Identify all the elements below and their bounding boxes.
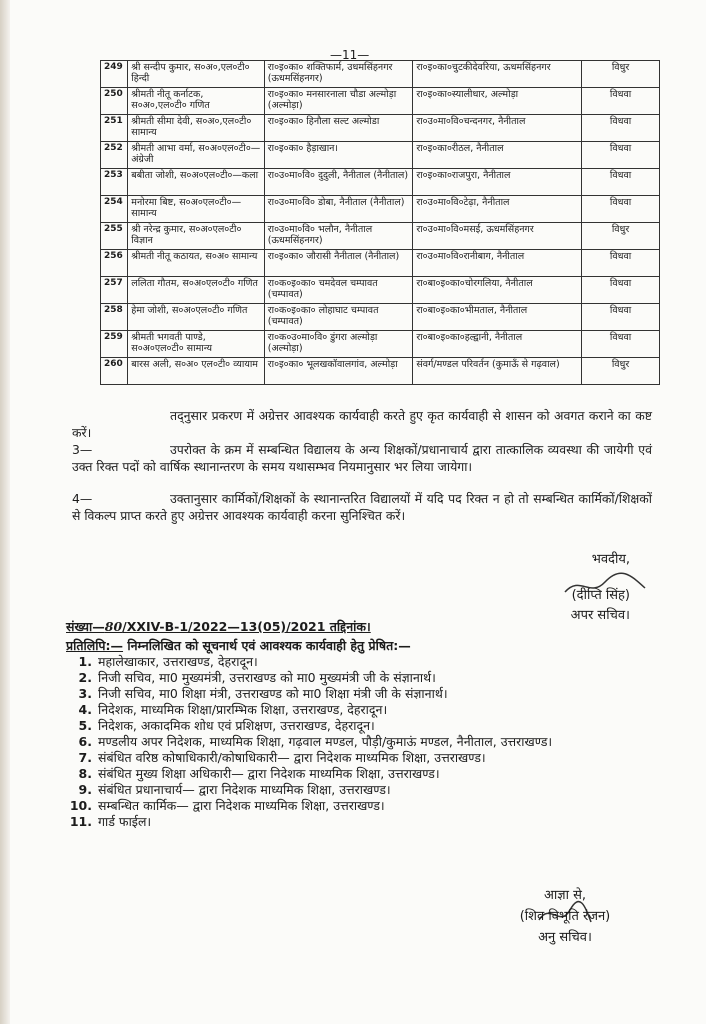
- transfer-table: [100, 60, 660, 385]
- from-school-cell: रा०उ०मा०वि० दुदुली, नैनीताल (नैनीताल): [264, 169, 413, 196]
- to-school-cell: रा०उ०मा०वि०चन्दनगर, नैनीताल: [413, 115, 582, 142]
- table-row: [101, 115, 660, 142]
- table-row: [101, 304, 660, 331]
- paragraph-3: [72, 441, 652, 475]
- page-number: —11—: [330, 48, 370, 62]
- to-school-cell: रा०इ०का०रीठल, नैनीताल: [413, 142, 582, 169]
- reference-prefix: संख्या—: [66, 619, 105, 634]
- list-item-number: 8.: [78, 766, 92, 781]
- paragraph-text: उक्तानुसार कार्मिकों/शिक्षकों के स्थानान्तरित विद्यालयों में यदि पद रिक्त न हो तो सम्बन्धित कार्मिकों/शिक्षकों से विकल्प प्राप्त करते हुए अग्रेत्तर आवश्यक कार्यवाही करना सुनिश्चित करें।: [72, 491, 652, 523]
- from-school-cell: रा०इ०का० जौरासी नैनीताल (नैनीताल): [264, 250, 413, 277]
- list-item: [66, 702, 666, 718]
- to-school-cell: रा०बा०इ०का०चोरगलिया, नैनीताल: [413, 277, 582, 304]
- from-school-cell: रा०इ०का० शक्तिफार्म, उधमसिंहनगर (ऊधमसिंहनगर): [264, 61, 413, 88]
- list-item: [66, 670, 666, 686]
- list-item-text: महालेखाकार, उत्तराखण्ड, देहरादून।: [98, 654, 258, 669]
- list-item-text: गार्ड फाईल।: [98, 814, 152, 829]
- name-cell: श्री नरेन्द्र कुमार, स०अ०एल०टी० विज्ञान: [128, 223, 264, 250]
- to-school-cell: रा०इ०का०राजपुरा, नैनीताल: [413, 169, 582, 196]
- name-cell: श्रीमती नीतू कठायत, स०अ० सामान्य: [128, 250, 264, 277]
- to-school-cell: रा०इ०का०स्यालीधार, अल्मोड़ा: [413, 88, 582, 115]
- status-cell: विधुर: [582, 358, 660, 385]
- recipient-list: [66, 654, 666, 830]
- name-cell: ललिता गौतम, स०अ०एल०टी० गणित: [128, 277, 264, 304]
- to-school-cell: रा०बा०इ०का०हल्द्वानी, नैनीताल: [413, 331, 582, 358]
- status-cell: विधवा: [582, 277, 660, 304]
- table-row: [101, 358, 660, 385]
- reference-line: [66, 618, 371, 635]
- name-cell: श्रीमती भगवती पाण्डे, स०अ०एल०टी० सामान्य: [128, 331, 264, 358]
- table-row: [101, 250, 660, 277]
- status-cell: विधवा: [582, 304, 660, 331]
- to-school-cell: रा०बा०इ०का०भीमताल, नैनीताल: [413, 304, 582, 331]
- table-row: [101, 223, 660, 250]
- status-cell: विधवा: [582, 88, 660, 115]
- copy-text: निम्नलिखित को सूचनार्थ एवं आवश्यक कार्यवाही हेतु प्रेषित:—: [123, 638, 411, 653]
- signatory-name: (शिव विभूति रंजन): [519, 909, 611, 924]
- list-item-text: संबंधित वरिष्ठ कोषाधिकारी/कोषाधिकारी— द्वारा निदेशक माध्यमिक शिक्षा, उत्तराखण्ड।: [98, 750, 486, 765]
- serial-cell: 252: [101, 142, 128, 169]
- status-cell: विधवा: [582, 196, 660, 223]
- signatory-designation: अपर सचिव।: [570, 608, 630, 623]
- to-school-cell: रा०इ०का०चुटकीदेवरिया, ऊधमसिंहनगर: [413, 61, 582, 88]
- name-cell: मनोरमा बिष्ट, स०अ०एल०टी०— सामान्य: [128, 196, 264, 223]
- status-cell: विधुर: [582, 223, 660, 250]
- list-item: [66, 734, 666, 750]
- from-school-cell: रा०उ०मा०वि० भलौन, नैनीताल (ऊधमसिंहनगर): [264, 223, 413, 250]
- list-item: [66, 750, 666, 766]
- signatory-name: (दीप्ति सिंह): [571, 588, 630, 603]
- from-school-cell: रा०क०इ०का० लोहाघाट चम्पावत (चम्पावत): [264, 304, 413, 331]
- list-item: [66, 814, 666, 830]
- serial-cell: 255: [101, 223, 128, 250]
- list-item-text: सम्बन्धित कार्मिक— द्वारा निदेशक माध्यमिक शिक्षा, उत्तराखण्ड।: [98, 798, 385, 813]
- reference-number: 80: [104, 619, 123, 634]
- name-cell: बारस अली, स०अ० एल०टी० व्यायाम: [128, 358, 264, 385]
- serial-cell: 249: [101, 61, 128, 88]
- status-cell: विधवा: [582, 250, 660, 277]
- list-item-number: 6.: [78, 734, 92, 749]
- list-item-number: 4.: [78, 702, 92, 717]
- signature-block-2: [490, 885, 640, 948]
- name-cell: बबीता जोशी, स०अ०एल०टी०—कला: [128, 169, 264, 196]
- name-cell: श्री सन्दीप कुमार, स०अ०,एल०टी० हिन्दी: [128, 61, 264, 88]
- serial-cell: 254: [101, 196, 128, 223]
- list-item-number: 1.: [78, 654, 92, 669]
- to-school-cell: रा०उ०मा०वि०रानीबाग, नैनीताल: [413, 250, 582, 277]
- copy-to-line: [66, 637, 411, 654]
- paragraph-4: [72, 490, 652, 524]
- table-row: [101, 331, 660, 358]
- serial-cell: 259: [101, 331, 128, 358]
- from-school-cell: रा०उ०मा०वि० डोबा, नैनीताल (नैनीताल): [264, 196, 413, 223]
- status-cell: विधवा: [582, 142, 660, 169]
- to-school-cell: रा०उ०मा०वि०मसई, ऊधमसिंहनगर: [413, 223, 582, 250]
- name-cell: श्रीमती नीतू कर्नाटक, स०अ०,एल०टी० गणित: [128, 88, 264, 115]
- list-item-text: निजी सचिव, मा0 मुख्यमंत्री, उत्तराखण्ड को मा0 मुख्यमंत्री जी के संज्ञानार्थ।: [98, 670, 436, 685]
- serial-cell: 251: [101, 115, 128, 142]
- paragraph-number: 3—: [72, 442, 93, 457]
- name-cell: श्रीमती आभा वर्मा, स०अ०एल०टी०— अंग्रेजी: [128, 142, 264, 169]
- list-item: [66, 766, 666, 782]
- from-school-cell: रा०इ०का० मनसारनाला चौडा अल्मोड़ा (अल्मोड़ा): [264, 88, 413, 115]
- serial-cell: 250: [101, 88, 128, 115]
- from-school-cell: रा०क०उ०मा०वि० डुंगरा अल्मोड़ा (अल्मोड़ा): [264, 331, 413, 358]
- list-item: [66, 718, 666, 734]
- serial-cell: 260: [101, 358, 128, 385]
- list-item-text: मण्डलीय अपर निदेशक, माध्यमिक शिक्षा, गढ़वाल मण्डल, पौड़ी/कुमाऊं मण्डल, नैनीताल, उत्तराखण्ड।: [98, 734, 553, 749]
- name-cell: हेमा जोशी, स०अ०एल०टी० गणित: [128, 304, 264, 331]
- paragraph-number: 4—: [72, 491, 93, 506]
- status-cell: विधुर: [582, 61, 660, 88]
- list-item-text: निदेशक, माध्यमिक शिक्षा/प्रारम्भिक शिक्षा, उत्तराखण्ड, देहरादून।: [98, 702, 388, 717]
- from-school-cell: रा०इ०का० भूलखकॉवालगांव, अल्मोड़ा: [264, 358, 413, 385]
- reference-rest: /XXIV-B-1/2022—13(05)/2021 तद्दिनांक।: [122, 619, 371, 634]
- signature-scribble-icon: [560, 570, 650, 600]
- table-row: [101, 277, 660, 304]
- table-row: [101, 169, 660, 196]
- list-item-number: 10.: [69, 798, 92, 813]
- signatory-designation: अनु सचिव।: [538, 930, 592, 945]
- list-item-text: निजी सचिव, मा0 शिक्षा मंत्री, उत्तराखण्ड को मा0 शिक्षा मंत्री जी के संज्ञानार्थ।: [98, 686, 448, 701]
- list-item-text: निदेशक, अकादमिक शोध एवं प्रशिक्षण, उत्तराखण्ड, देहरादून।: [98, 718, 375, 733]
- list-item-number: 7.: [78, 750, 92, 765]
- page-edge-shadow: [0, 0, 10, 1024]
- list-item-text: संबंधित मुख्य शिक्षा अधिकारी— द्वारा निदेशक माध्यमिक शिक्षा, उत्तराखण्ड।: [98, 766, 440, 781]
- list-item: [66, 782, 666, 798]
- list-item-number: 11.: [69, 814, 92, 829]
- table-row: [101, 142, 660, 169]
- list-item-number: 2.: [78, 670, 92, 685]
- to-school-cell: संवर्ग/मण्डल परिवर्तन (कुमाऊँ से गढ़वाल): [413, 358, 582, 385]
- closing-text: भवदीय,: [591, 552, 630, 567]
- list-item: [66, 686, 666, 702]
- list-item-number: 3.: [78, 686, 92, 701]
- from-school-cell: रा०क०इ०का० चमदेवल चम्पावत (चम्पावत): [264, 277, 413, 304]
- list-item-number: 5.: [78, 718, 92, 733]
- order-text: आज्ञा से,: [543, 888, 587, 903]
- status-cell: विधवा: [582, 115, 660, 142]
- serial-cell: 253: [101, 169, 128, 196]
- from-school-cell: रा०इ०का० हिनौला सल्ट अल्मोडा: [264, 115, 413, 142]
- status-cell: विधवा: [582, 169, 660, 196]
- list-item: [66, 798, 666, 814]
- paragraph-1: तद्नुसार प्रकरण में अग्रेत्तर आवश्यक कार्यवाही करते हुए कृत कार्यवाही से शासन को अवगत कराने का कष्ट करें।: [72, 408, 652, 440]
- paragraph-text: उपरोक्त के क्रम में सम्बन्धित विद्यालय के अन्य शिक्षकों/प्रधानाचार्य द्वारा तात्कालिक व्यवस्था की जायेगी एवं उक्त रिक्त पदों को वार्षिक स्थानान्तरण के समय यथासम्भव नियमानुसार भर लिया जायेगा।: [72, 442, 652, 474]
- serial-cell: 258: [101, 304, 128, 331]
- list-item-text: संबंधित प्रधानाचार्य— द्वारा निदेशक माध्यमिक शिक्षा, उत्तराखण्ड।: [98, 782, 391, 797]
- serial-cell: 257: [101, 277, 128, 304]
- list-item: [66, 654, 666, 670]
- to-school-cell: रा०उ०मा०वि०टेढ़ा, नैनीताल: [413, 196, 582, 223]
- name-cell: श्रीमती सीमा देवी, स०अ०,एल०टी० सामान्य: [128, 115, 264, 142]
- table-row: [101, 196, 660, 223]
- copy-label: प्रतिलिपि:—: [66, 638, 124, 653]
- status-cell: विधवा: [582, 331, 660, 358]
- serial-cell: 256: [101, 250, 128, 277]
- from-school-cell: रा०इ०का० हैड़ाखान।: [264, 142, 413, 169]
- table-row: [101, 61, 660, 88]
- list-item-number: 9.: [78, 782, 92, 797]
- table-row: [101, 88, 660, 115]
